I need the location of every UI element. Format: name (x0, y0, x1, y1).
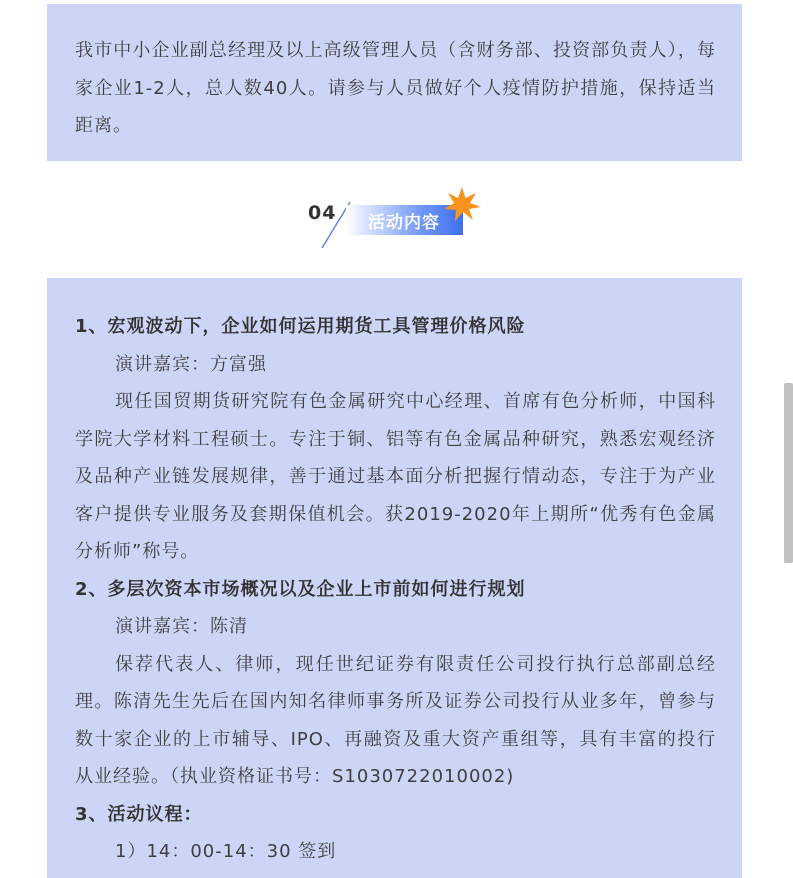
section-header (300, 190, 500, 250)
topic1-speaker: 演讲嘉宾：方富强 (115, 353, 267, 375)
intro-card (47, 4, 742, 161)
scrollbar-thumb[interactable] (784, 383, 793, 563)
activity-content-card (47, 278, 742, 878)
intro-text: 我市中小企业副总经理及以上高级管理人员（含财务部、投资部负责人），每家企业1-2人，总人数40人。请参与人员做好个人疫情防护措施，保持适当距离。 (75, 40, 716, 136)
topic2-speaker: 演讲嘉宾：陈清 (115, 616, 248, 637)
topic2-heading: 2、多层次资本市场概况以及企业上市前如何进行规划 (75, 578, 526, 600)
topic2-bio: 保荐代表人、律师，现任世纪证券有限责任公司投行执行总部副总经理。陈清先生先后在国内知名律师事务所及证券公司投行从业多年，曾参与数十家企业的上市辅导、IPO、再融资及重大资产重组等，具有丰富的投行从业经验。（执业资格证书号：S1030722010002) (75, 653, 716, 787)
agenda-heading: 3、活动议程： (75, 803, 203, 825)
star-burst-icon (442, 187, 482, 223)
agenda-item: 1）14：00-14：30 签到 (115, 841, 337, 862)
section-title: 活动内容 (368, 213, 440, 233)
section-number: 04 (308, 202, 337, 224)
topic1-heading: 1、宏观波动下，企业如何运用期货工具管理价格风险 (75, 316, 526, 337)
topic1-bio: 现任国贸期货研究院有色金属研究中心经理、首席有色分析师，中国科学院大学材料工程硕士。专注于铜、铝等有色金属品种研究，熟悉宏观经济及品种产业链发展规律，善于通过基本面分析把握行情动态，专注于为产业客户提供专业服务及套期保值机会。获2019-2020年上期所“优秀有色金属分析师”称号。 (75, 391, 716, 562)
